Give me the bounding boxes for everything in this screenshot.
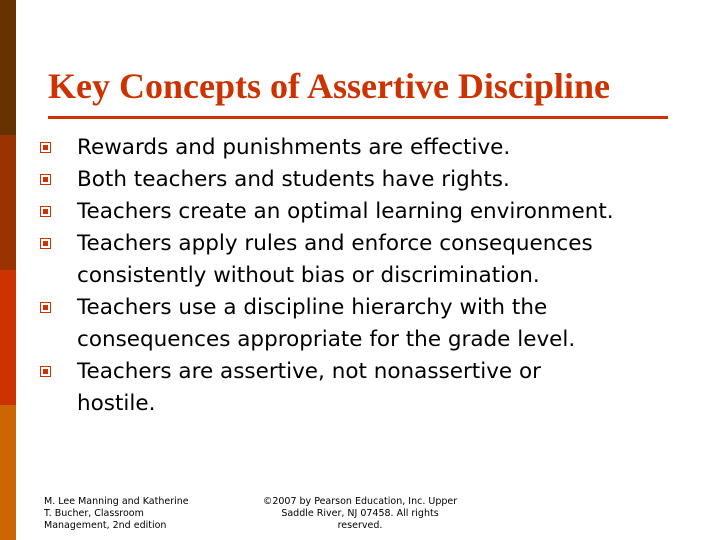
bullet-item bbox=[40, 228, 700, 292]
bullet-item bbox=[40, 164, 700, 196]
side-bar-segment bbox=[0, 135, 16, 270]
side-bar-segment bbox=[0, 270, 16, 405]
square-bullet-icon bbox=[40, 174, 51, 185]
square-bullet-icon bbox=[40, 302, 51, 313]
bullet-text: Rewards and punishments are effective. bbox=[77, 135, 511, 160]
bullet-text: Teachers create an optimal learning environment. bbox=[77, 199, 614, 224]
square-bullet-icon bbox=[40, 238, 51, 249]
side-bar-segment bbox=[0, 405, 16, 540]
bullet-list bbox=[40, 132, 700, 420]
bullet-item bbox=[40, 132, 700, 164]
footer-citation: M. Lee Manning and Katherine T. Bucher, Classroom Management, 2nd edition bbox=[44, 496, 189, 531]
square-bullet-icon bbox=[40, 142, 51, 153]
footer-copyright: ©2007 by Pearson Education, Inc. Upper Saddle River, NJ 07458. All rights reserved. bbox=[262, 496, 458, 531]
bullet-text: Both teachers and students have rights. bbox=[77, 167, 510, 192]
bullet-text: Teachers apply rules and enforce consequences consistently without bias or discrimination. bbox=[77, 231, 593, 288]
bullet-item bbox=[40, 196, 700, 228]
slide-title: Key Concepts of Assertive Discipline bbox=[48, 66, 610, 106]
side-color-bar bbox=[0, 0, 16, 540]
square-bullet-icon bbox=[40, 366, 51, 377]
bullet-text: Teachers use a discipline hierarchy with the consequences appropriate for the grade level. bbox=[77, 295, 576, 352]
side-bar-segment bbox=[0, 0, 16, 135]
title-underline bbox=[48, 116, 668, 119]
bullet-text: Teachers are assertive, not nonassertive or hostile. bbox=[77, 359, 541, 416]
bullet-item bbox=[40, 356, 700, 420]
square-bullet-icon bbox=[40, 206, 51, 217]
bullet-item bbox=[40, 292, 700, 356]
